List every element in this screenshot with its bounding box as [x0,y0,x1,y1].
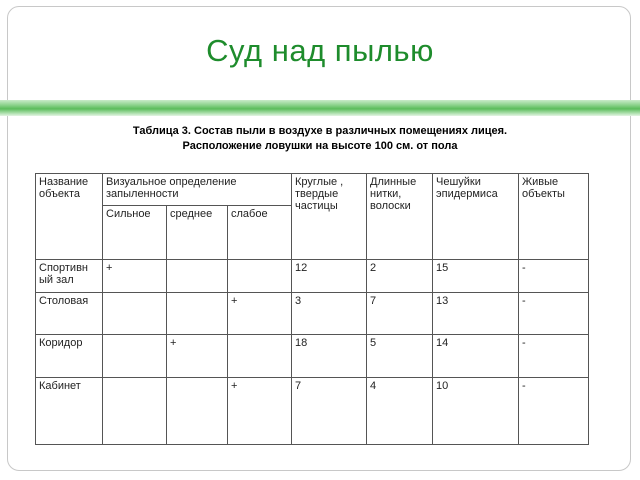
cell-round: 3 [292,293,367,335]
header-weak: слабое [228,206,292,260]
header-long-threads: Длинные нитки, волоски [367,174,433,260]
cell-living: - [519,260,589,293]
cell-round: 12 [292,260,367,293]
cell-living: - [519,293,589,335]
cell-long: 7 [367,293,433,335]
row-name: Кабинет [36,378,103,445]
cell-weak [228,335,292,378]
cell-strong [103,335,167,378]
decorative-green-band [0,100,640,116]
table-row [36,293,589,335]
row-name: Столовая [36,293,103,335]
cell-long: 2 [367,260,433,293]
cell-scales: 10 [433,378,519,445]
cell-round: 7 [292,378,367,445]
cell-living: - [519,378,589,445]
table-row [36,260,589,293]
header-visual: Визуальное определение запыленности [103,174,292,206]
header-object: Название объекта [36,174,103,260]
header-strong: Сильное [103,206,167,260]
cell-scales: 15 [433,260,519,293]
cell-weak: + [228,293,292,335]
cell-medium [167,260,228,293]
cell-weak: + [228,378,292,445]
cell-medium [167,293,228,335]
cell-strong [103,378,167,445]
cell-scales: 14 [433,335,519,378]
header-epidermis-scales: Чешуйки эпидермиса [433,174,519,260]
cell-long: 4 [367,378,433,445]
slide-title: Суд над пылью [206,33,434,68]
row-name: Спортивн ый зал [36,260,103,293]
cell-living: - [519,335,589,378]
table-row [36,335,589,378]
cell-round: 18 [292,335,367,378]
cell-weak [228,260,292,293]
header-round-particles: Круглые , твердые частицы [292,174,367,260]
row-name: Коридор [36,335,103,378]
cell-strong [103,293,167,335]
cell-scales: 13 [433,293,519,335]
cell-medium: + [167,335,228,378]
table-caption-line2: Расположение ловушки на высоте 100 см. от пола [182,140,458,152]
table-row [36,378,589,445]
table-caption-line1: Таблица 3. Состав пыли в воздухе в различных помещениях лицея. [132,125,508,137]
header-living-objects: Живые объекты [519,174,589,260]
cell-strong: + [103,260,167,293]
header-medium: среднее [167,206,228,260]
dust-composition-table [35,173,589,445]
cell-medium [167,378,228,445]
cell-long: 5 [367,335,433,378]
